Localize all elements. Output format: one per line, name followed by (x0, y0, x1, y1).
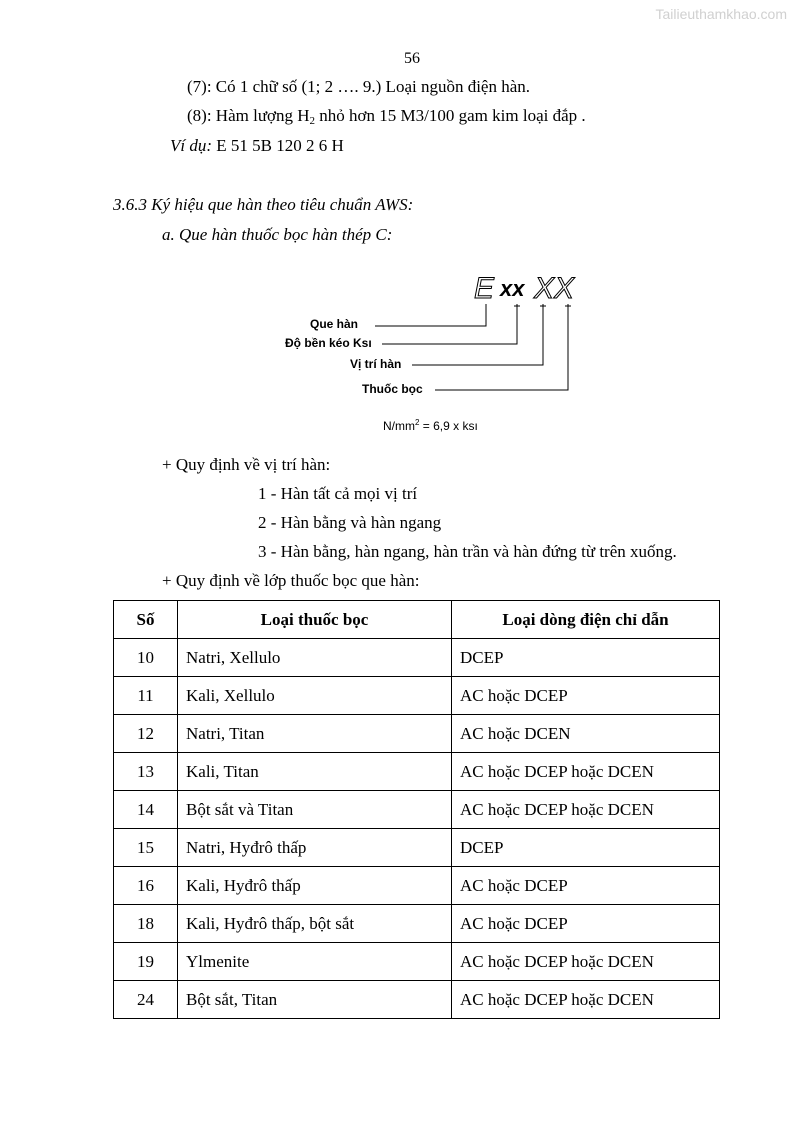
cell-coating: Ylmenite (178, 943, 452, 981)
cell-coating: Natri, Xellulo (178, 639, 452, 677)
cell-number: 18 (114, 905, 178, 943)
code-xx-small: xx (500, 276, 525, 301)
section-heading: 3.6.3 Ký hiệu que hàn theo tiêu chuẩn AWS: (113, 195, 414, 214)
table-row (114, 791, 720, 829)
cell-current: AC hoặc DCEP (452, 677, 720, 715)
coating-table (113, 600, 720, 1019)
header-loai-thuoc-boc: Loại thuốc bọc (178, 601, 452, 639)
cell-number: 16 (114, 867, 178, 905)
line-8-post: nhỏ hơn 15 M3/100 gam kim loại đắp . (315, 106, 586, 125)
subheading: a. Que hàn thuốc bọc hàn thép C: (162, 225, 393, 244)
cell-coating: Kali, Hyđrô thấp, bột sắt (178, 905, 452, 943)
cell-number: 24 (114, 981, 178, 1019)
table-row (114, 981, 720, 1019)
cell-current: AC hoặc DCEP hoặc DCEN (452, 753, 720, 791)
cell-coating: Natri, Titan (178, 715, 452, 753)
table-header-row (114, 601, 720, 639)
label-que-han: Que hàn (310, 317, 359, 331)
header-so: Số (114, 601, 178, 639)
cell-current: DCEP (452, 829, 720, 867)
line-8 (187, 106, 586, 127)
cell-current: AC hoặc DCEP (452, 867, 720, 905)
cell-number: 11 (114, 677, 178, 715)
table-row (114, 943, 720, 981)
example-line (170, 136, 344, 156)
cell-current: AC hoặc DCEN (452, 715, 720, 753)
cell-number: 15 (114, 829, 178, 867)
position-rule-1: 1 - Hàn tất cả mọi vị trí (258, 484, 418, 503)
cell-current: AC hoặc DCEP hoặc DCEN (452, 943, 720, 981)
table-row (114, 715, 720, 753)
cell-coating: Natri, Hyđrô thấp (178, 829, 452, 867)
cell-number: 13 (114, 753, 178, 791)
cell-number: 12 (114, 715, 178, 753)
cell-current: AC hoặc DCEP hoặc DCEN (452, 791, 720, 829)
page-number: 56 (404, 50, 420, 67)
formula-unit: N/mm (383, 419, 415, 433)
watermark: Tailieuthamkhao.com (655, 6, 787, 22)
line-7: (7): Có 1 chữ số (1; 2 …. 9.) Loại nguồn điện hàn. (187, 77, 531, 96)
formula-sup: 2 (415, 418, 420, 427)
coating-rules-title: + Quy định về lớp thuốc bọc que hàn: (162, 571, 420, 590)
table-row (114, 829, 720, 867)
cell-coating: Bột sắt, Titan (178, 981, 452, 1019)
label-thuoc-boc: Thuốc bọc (362, 382, 423, 396)
cell-coating: Kali, Hyđrô thấp (178, 867, 452, 905)
table-row (114, 753, 720, 791)
header-loai-dong-dien: Loại dòng điện chỉ dẫn (452, 601, 720, 639)
aws-code-diagram (270, 262, 610, 442)
cell-coating: Bột sắt và Titan (178, 791, 452, 829)
table-row (114, 867, 720, 905)
example-value: E 51 5B 120 2 6 H (212, 136, 344, 155)
example-label: Ví dụ: (170, 136, 213, 155)
formula-rest: = 6,9 x ksı (419, 419, 478, 433)
cell-number: 14 (114, 791, 178, 829)
table-row (114, 905, 720, 943)
cell-current: AC hoặc DCEP (452, 905, 720, 943)
cell-number: 10 (114, 639, 178, 677)
cell-number: 19 (114, 943, 178, 981)
line-8-sub: 2 (309, 115, 316, 127)
position-rules-title: + Quy định về vị trí hàn: (162, 455, 331, 474)
line-8-pre: (8): Hàm lượng H (187, 106, 310, 125)
code-xx-big: XX (534, 272, 575, 305)
label-vi-tri-han: Vị trí hàn (350, 357, 402, 371)
table-row (114, 677, 720, 715)
label-do-ben-keo: Độ bền kéo Ksı (285, 336, 372, 350)
leader-lines (375, 304, 571, 390)
position-rule-3: 3 - Hàn bằng, hàn ngang, hàn trần và hàn đứng từ trên xuống. (258, 542, 677, 561)
table-row (114, 639, 720, 677)
position-rule-2: 2 - Hàn bằng và hàn ngang (258, 513, 442, 532)
formula (383, 418, 478, 433)
cell-coating: Kali, Xellulo (178, 677, 452, 715)
cell-current: AC hoặc DCEP hoặc DCEN (452, 981, 720, 1019)
cell-current: DCEP (452, 639, 720, 677)
code-e: E (474, 272, 495, 305)
cell-coating: Kali, Titan (178, 753, 452, 791)
